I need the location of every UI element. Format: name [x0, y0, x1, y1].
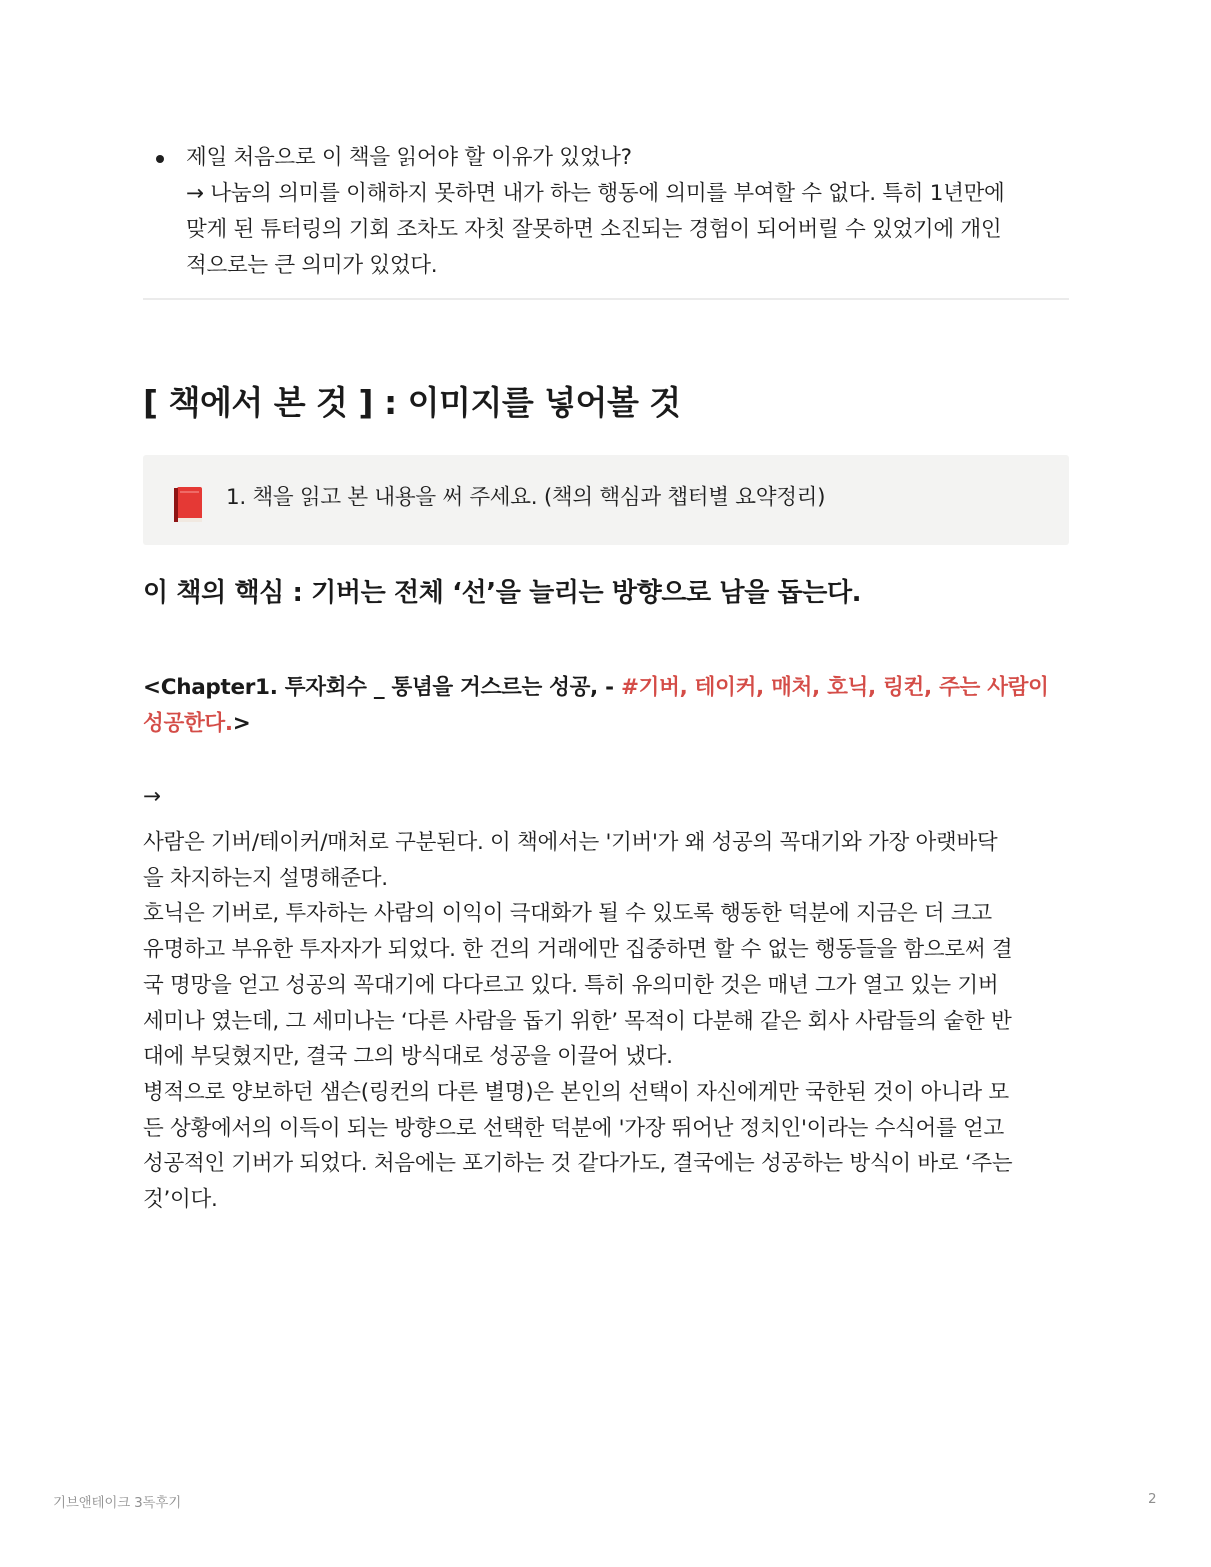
list-item: [143, 140, 1069, 284]
callout-text: 1. 책을 읽고 본 내용을 써 주세요. (책의 핵심과 챕터별 요약정리): [226, 485, 826, 510]
body-line: 을 차지하는지 설명해준다.: [143, 865, 388, 891]
core-heading: 이 책의 핵심 : 기버는 전체 ‘선’을 늘리는 방향으로 남을 돕는다.: [143, 578, 862, 608]
body-line: 세미나 였는데, 그 세미나는 ‘다른 사람을 돕기 위한’ 목적이 다분해 같은 회사 사람들의 숱한 반: [143, 1008, 1012, 1034]
body-paragraph: [143, 825, 1069, 1218]
body-line: 유명하고 부유한 투자자가 되었다. 한 건의 거래에만 집중하면 할 수 없는 행동들을 함으로써 결: [143, 937, 1013, 963]
footer-title: 기브앤테이크 3독후기: [53, 1495, 182, 1511]
bullet-list: [143, 140, 1069, 284]
section-heading: [ 책에서 본 것 ] : 이미지를 넣어볼 것: [143, 383, 681, 422]
bullet-answer-line: 적으로는 큰 의미가 있었다.: [186, 253, 438, 278]
body-line: 병적으로 양보하던 샘슨(링컨의 다른 별명)은 본인의 선택이 자신에게만 국한된 것이 아니라 모: [143, 1079, 1009, 1105]
callout-box: [143, 455, 1069, 545]
bullet-answer-line: → 나눔의 의미를 이해하지 못하면 내가 하는 행동에 의미를 부여할 수 없다. 특히 1년만에: [186, 181, 1005, 206]
red-book-icon: [171, 485, 205, 525]
page-number: 2: [1148, 1491, 1157, 1507]
chapter-close-bracket: >: [232, 711, 251, 736]
bullet-question: 제일 처음으로 이 책을 읽어야 할 이유가 있었나?: [186, 145, 632, 170]
body-line: 든 상황에서의 이득이 되는 방향으로 선택한 덕분에 '가장 뛰어난 정치인'이라는 수식어를 얻고: [143, 1115, 1004, 1141]
body-line: 국 명망을 얻고 성공의 꼭대기에 다다르고 있다. 특히 유의미한 것은 매년 그가 열고 있는 기버: [143, 972, 999, 998]
body-line: 것’이다.: [143, 1187, 218, 1213]
body-line: 호닉은 기버로, 투자하는 사람의 이익이 극대화가 될 수 있도록 행동한 덕분에 지금은 더 크고: [143, 901, 992, 927]
bullet-dot-icon: [156, 155, 164, 163]
chapter-heading: [143, 670, 1069, 742]
arrow-line: →: [143, 784, 162, 809]
body-line: 사람은 기버/테이커/매처로 구분된다. 이 책에서는 '기버'가 왜 성공의 꼭대기와 가장 아랫바닥: [143, 830, 998, 855]
chapter-keywords-continued: 성공한다.: [143, 711, 233, 736]
bullet-answer-line: 맞게 된 튜터링의 기회 조차도 자칫 잘못하면 소진되는 경험이 되어버릴 수 있었기에 개인: [186, 217, 1002, 242]
chapter-keywords: #기버, 테이커, 매처, 호닉, 링컨, 주는 사람이: [620, 675, 1049, 700]
chapter-title: <Chapter1. 투자회수 _ 통념을 거스르는 성공, -: [143, 675, 621, 700]
body-line: 대에 부딪혔지만, 결국 그의 방식대로 성공을 이끌어 냈다.: [143, 1044, 673, 1070]
body-line: 성공적인 기버가 되었다. 처음에는 포기하는 것 같다가도, 결국에는 성공하는 방식이 바로 ‘주는: [143, 1151, 1013, 1177]
divider: [143, 298, 1069, 300]
